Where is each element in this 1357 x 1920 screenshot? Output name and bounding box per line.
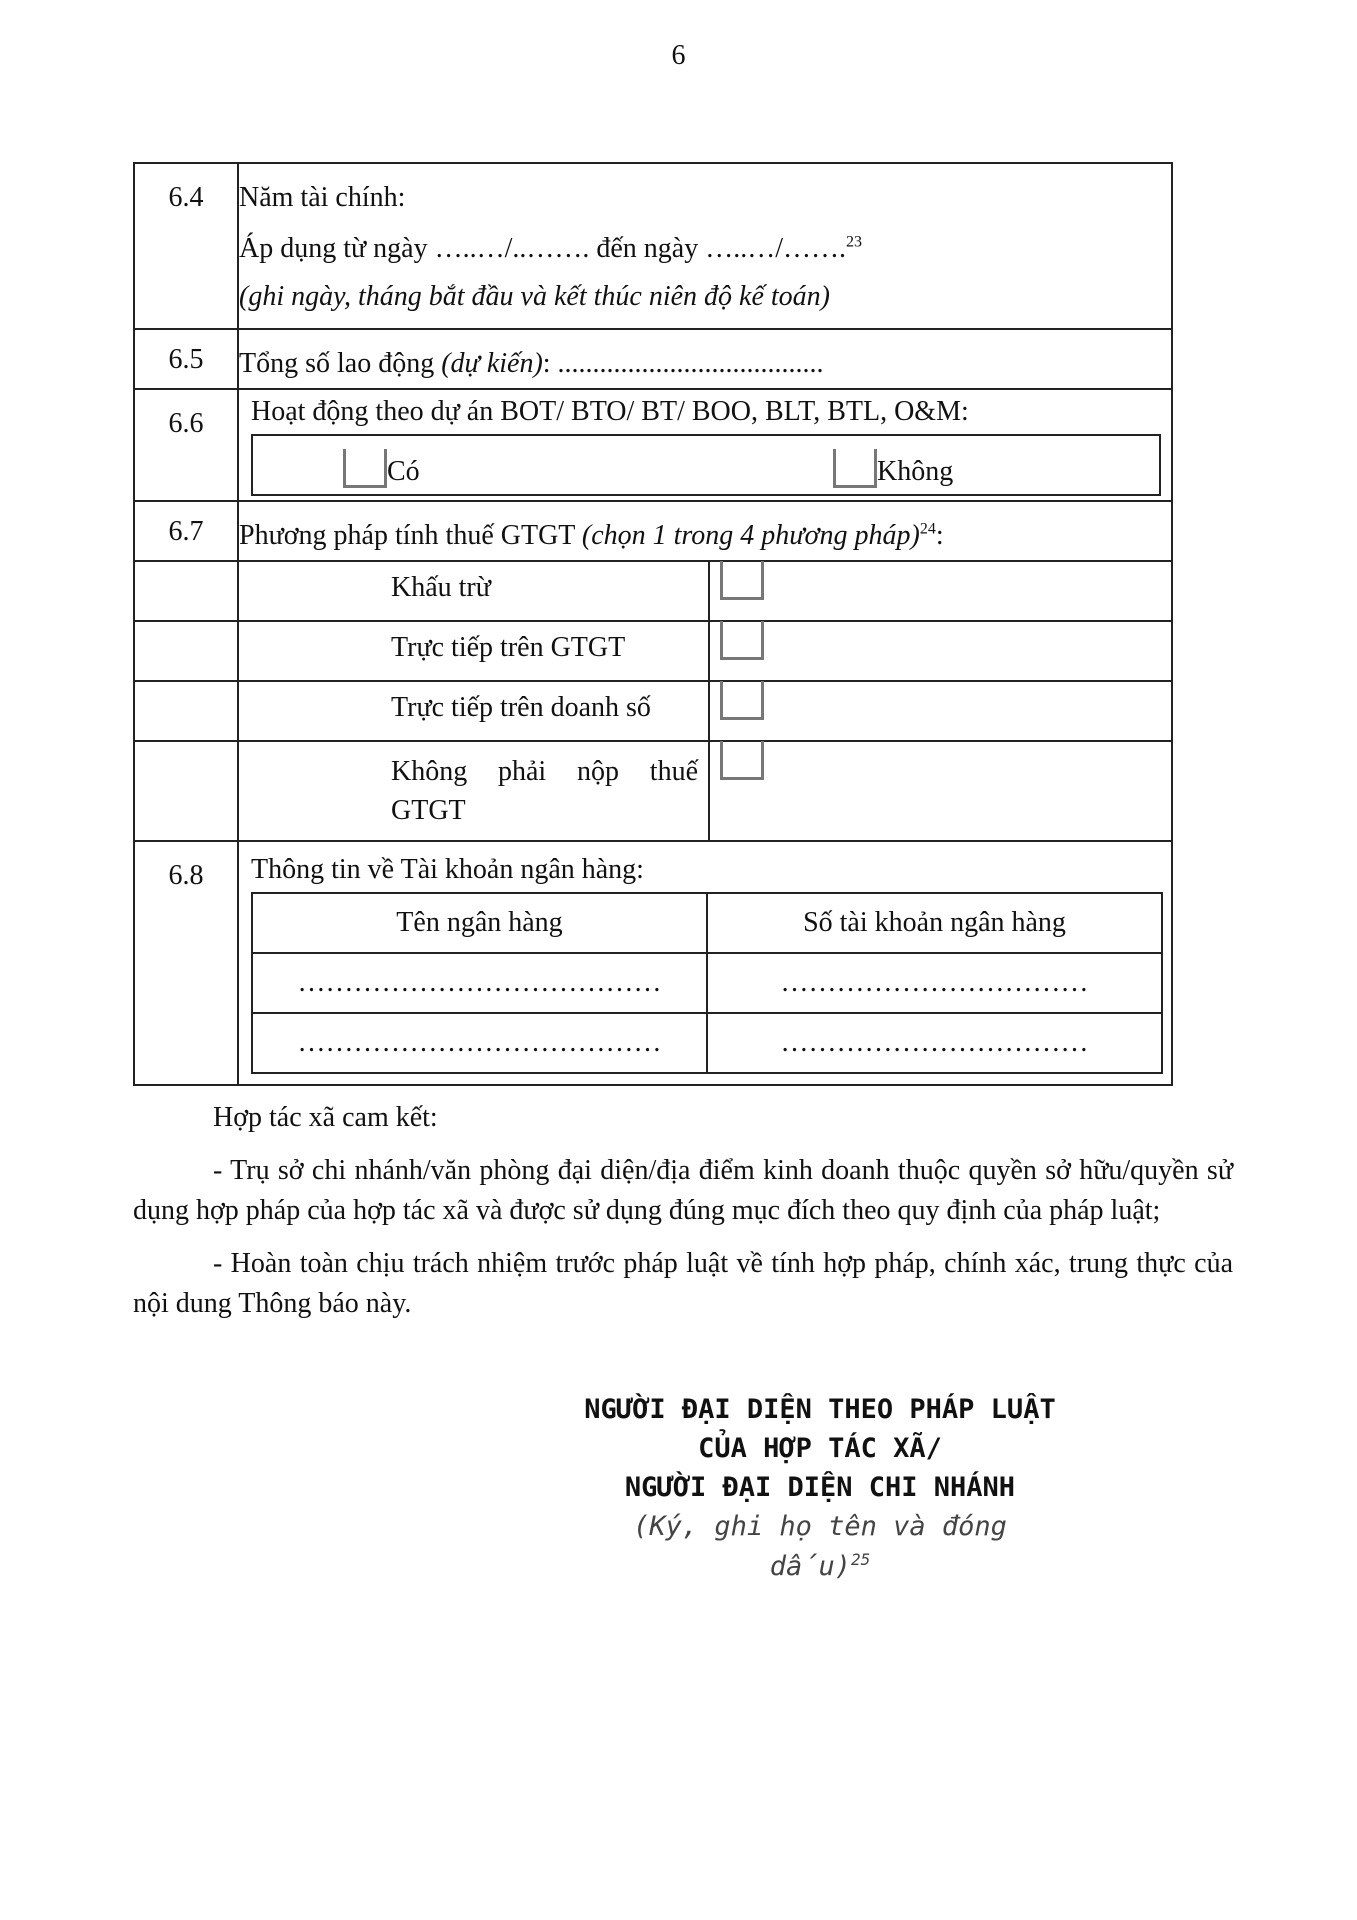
signature-title: NGƯỜI ĐẠI DIỆN THEO PHÁP LUẬT [584,1394,1056,1425]
page-number: 6 [671,40,686,71]
footnote-ref: 23 [846,234,863,252]
section-number: 6.4 [134,163,238,329]
account-number-field[interactable]: …………………………… [707,1013,1162,1073]
section-number: 6.5 [134,329,238,389]
commitment-section [133,1098,1233,1337]
footnote-ref: 25 [851,1549,871,1569]
bank-name-field[interactable]: ………………………………… [252,953,707,1013]
section-6-6-row [134,389,1172,501]
signature-note: dấu) [769,1550,851,1582]
checkbox-direct-vat[interactable] [720,622,764,660]
vat-method-label: Trực tiếp trên GTGT [239,622,709,680]
colon: : [935,520,944,551]
account-number-field[interactable]: …………………………… [707,953,1162,1013]
vat-method-note: (chọn 1 trong 4 phương pháp) [581,520,920,551]
commitment-heading: Hợp tác xã cam kết: [213,1102,438,1133]
section-6-5-row [134,329,1172,389]
vat-method-row [134,741,1172,841]
signature-title: CỦA HỢP TÁC XÃ/ [698,1433,942,1465]
labor-count-field[interactable]: : ...................................... [542,348,824,379]
checkbox-exempt[interactable] [720,742,764,780]
bank-info-title: Thông tin về Tài khoản ngân hàng: [251,854,644,885]
section-number: 6.6 [134,389,238,501]
footnote-ref: 24 [919,520,936,538]
section-6-4-row [134,163,1172,329]
registration-info-table [133,162,1173,1086]
vat-method-label: Trực tiếp trên doanh số [239,682,709,740]
vat-method-row [134,681,1172,741]
section-6-7-row [134,501,1172,561]
signature-note: (Ký, ghi họ tên và đóng [633,1511,1007,1543]
labor-count-label: Tổng số lao động [239,348,435,379]
bank-name-field[interactable]: ………………………………… [252,1013,707,1073]
project-activity-options [251,434,1161,496]
fiscal-year-title: Năm tài chính: [239,182,406,213]
fiscal-year-period: Áp dụng từ ngày …..…/..……. đến ngày …..…/……. [239,233,847,265]
vat-method-title: Phương pháp tính thuế GTGT [239,520,575,551]
section-6-8-row [134,841,1172,1085]
checkbox-no[interactable] [833,450,877,488]
labor-count-note: (dự kiến) [441,348,543,379]
option-no-label: Không [877,456,954,487]
fiscal-year-note: (ghi ngày, tháng bắt đầu và kết thúc niên độ kế toán) [239,280,830,312]
bank-account-table [251,892,1163,1074]
account-number-header: Số tài khoản ngân hàng [707,893,1162,953]
vat-method-label: Khấu trừ [239,562,709,620]
vat-method-label: Không phải nộp thuế GTGT [239,742,709,840]
table-row [252,1013,1162,1073]
vat-method-row [134,561,1172,621]
signature-block [560,1390,1080,1586]
checkbox-yes[interactable] [343,450,387,488]
checkbox-direct-revenue[interactable] [720,682,764,720]
commitment-item: - Hoàn toàn chịu trách nhiệm trước pháp luật về tính hợp pháp, chính xác, trung thực của nội dung Thông báo này. [133,1247,1233,1320]
table-row [252,953,1162,1013]
checkbox-deduction[interactable] [720,562,764,600]
commitment-item: - Trụ sở chi nhánh/văn phòng đại diện/địa điểm kinh doanh thuộc quyền sở hữu/quyền sử dụng hợp pháp của hợp tác xã và được sử dụng đúng mục đích theo quy định của pháp luật; [133,1154,1233,1227]
project-activity-title: Hoạt động theo dự án BOT/ BTO/ BT/ BOO, BLT, BTL, O&M: [251,396,969,427]
section-number: 6.7 [134,501,238,561]
signature-title: NGƯỜI ĐẠI DIỆN CHI NHÁNH [624,1472,1016,1504]
section-number: 6.8 [134,841,238,1085]
vat-method-row [134,621,1172,681]
option-yes-label: Có [387,456,420,487]
bank-name-header: Tên ngân hàng [252,893,707,953]
